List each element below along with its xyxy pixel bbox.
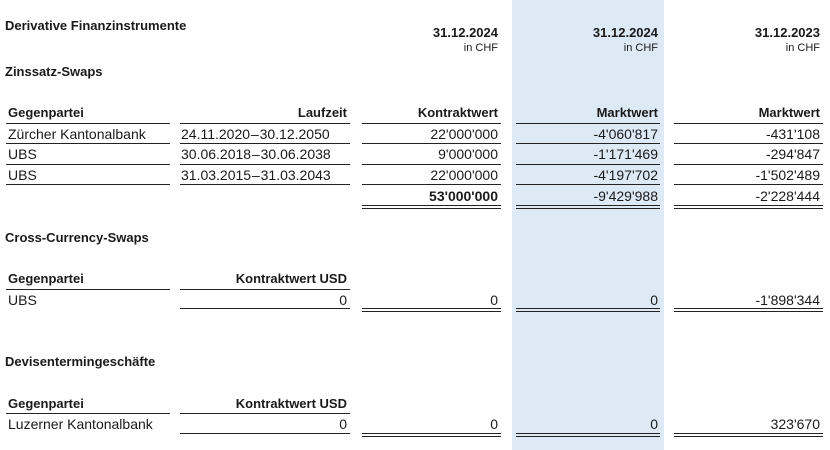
row-underline <box>516 433 660 434</box>
row-divider <box>6 184 170 185</box>
row-underline <box>362 308 501 309</box>
row-underline <box>362 433 501 434</box>
table-cell-contract-value: 9'000'000 <box>438 146 498 162</box>
column-header-term: Laufzeit <box>297 105 347 120</box>
table-cell-term: 30.06.2018 – 30.06.2038 <box>181 146 331 162</box>
row-divider <box>516 123 660 124</box>
row-divider <box>6 413 170 414</box>
column-header-counterparty: Gegenpartei <box>8 271 84 286</box>
row-divider <box>180 184 350 185</box>
section-heading-interest-swaps: Zinssatz-Swaps <box>5 64 103 79</box>
table-cell-market-value-2024: -1'171'469 <box>593 146 658 162</box>
table-cell-market-value-2023: -1'898'344 <box>755 292 820 308</box>
total-underline <box>674 205 823 206</box>
row-divider <box>516 164 660 165</box>
row-underline <box>674 433 823 434</box>
table-cell-market-value-2023: -1'502'489 <box>755 167 820 183</box>
row-divider <box>674 143 823 144</box>
column-header-counterparty: Gegenpartei <box>8 105 84 120</box>
row-divider <box>362 184 501 185</box>
total-market-value-2024: -9'429'988 <box>593 188 658 204</box>
table-cell-market-value-2024: 0 <box>650 292 658 308</box>
column-header-counterparty: Gegenpartei <box>8 396 84 411</box>
table-cell-contract-value: 0 <box>490 416 498 432</box>
row-underline <box>674 308 823 309</box>
row-underline <box>516 311 660 312</box>
table-cell-contract-value: 0 <box>490 292 498 308</box>
row-divider <box>180 413 350 414</box>
table-cell-term: 24.11.2020 – 30.12.2050 <box>181 126 330 142</box>
total-underline <box>516 208 660 209</box>
total-market-value-2023: -2'228'444 <box>755 188 820 204</box>
row-divider <box>180 164 350 165</box>
row-underline <box>674 436 823 437</box>
row-divider <box>362 164 501 165</box>
row-divider <box>674 164 823 165</box>
row-divider <box>674 184 823 185</box>
table-cell-market-value-2024: -4'197'702 <box>593 167 658 183</box>
total-underline <box>674 208 823 209</box>
table-cell-contract-value: 22'000'000 <box>430 167 498 183</box>
row-underline <box>362 436 501 437</box>
table-cell-contract-value-usd: 0 <box>339 416 347 432</box>
row-divider <box>516 184 660 185</box>
table-cell-market-value-2024: -4'060'817 <box>593 126 658 142</box>
table-cell-counterparty: Zürcher Kantonalbank <box>8 126 146 142</box>
unit-header-2: in CHF <box>623 42 658 54</box>
column-header-market-value-2024: Marktwert <box>596 105 658 120</box>
column-header-contract-value-usd: Kontraktwert USD <box>235 271 347 286</box>
row-divider <box>6 289 170 290</box>
row-underline <box>516 308 660 309</box>
total-underline <box>362 208 501 209</box>
section-heading-cross-currency-swaps: Cross-Currency-Swaps <box>5 230 149 245</box>
table-cell-term: 31.03.2015 – 31.03.2043 <box>181 167 331 183</box>
table-cell-market-value-2023: -431'108 <box>765 126 820 142</box>
table-cell-counterparty: Luzerner Kantonalbank <box>8 416 153 432</box>
unit-header-3: in CHF <box>785 42 820 54</box>
column-header-contract-value-usd: Kontraktwert USD <box>235 396 347 411</box>
row-divider <box>180 123 350 124</box>
row-divider <box>6 123 170 124</box>
table-cell-market-value-2024: 0 <box>650 416 658 432</box>
row-divider <box>6 164 170 165</box>
total-contract-value: 53'000'000 <box>429 188 498 204</box>
date-header-2: 31.12.2024 <box>592 25 658 40</box>
table-cell-contract-value-usd: 0 <box>339 292 347 308</box>
row-divider <box>6 143 170 144</box>
table-cell-counterparty: UBS <box>8 167 37 183</box>
row-divider <box>180 143 350 144</box>
total-underline <box>516 205 660 206</box>
date-header-3: 31.12.2023 <box>754 25 820 40</box>
column-header-market-value-2023: Marktwert <box>758 105 820 120</box>
row-divider <box>180 289 350 290</box>
row-divider <box>362 123 501 124</box>
table-cell-counterparty: UBS <box>8 292 37 308</box>
row-underline <box>516 436 660 437</box>
unit-header-1: in CHF <box>463 42 498 54</box>
row-divider <box>674 123 823 124</box>
row-divider <box>516 143 660 144</box>
row-divider <box>362 143 501 144</box>
row-underline <box>180 433 350 434</box>
table-cell-contract-value: 22'000'000 <box>430 126 498 142</box>
table-cell-market-value-2023: -294'847 <box>765 146 820 162</box>
row-underline <box>180 308 350 309</box>
row-underline <box>362 311 501 312</box>
table-cell-market-value-2023: 323'670 <box>770 416 820 432</box>
highlighted-column <box>512 0 664 450</box>
table-cell-counterparty: UBS <box>8 146 37 162</box>
total-underline <box>362 205 501 206</box>
section-heading-fx-forwards: Devisentermingeschäfte <box>5 354 156 369</box>
date-header-1: 31.12.2024 <box>432 25 498 40</box>
page-title: Derivative Finanzinstrumente <box>5 18 187 33</box>
row-underline <box>674 311 823 312</box>
column-header-contract-value: Kontraktwert <box>417 105 498 120</box>
